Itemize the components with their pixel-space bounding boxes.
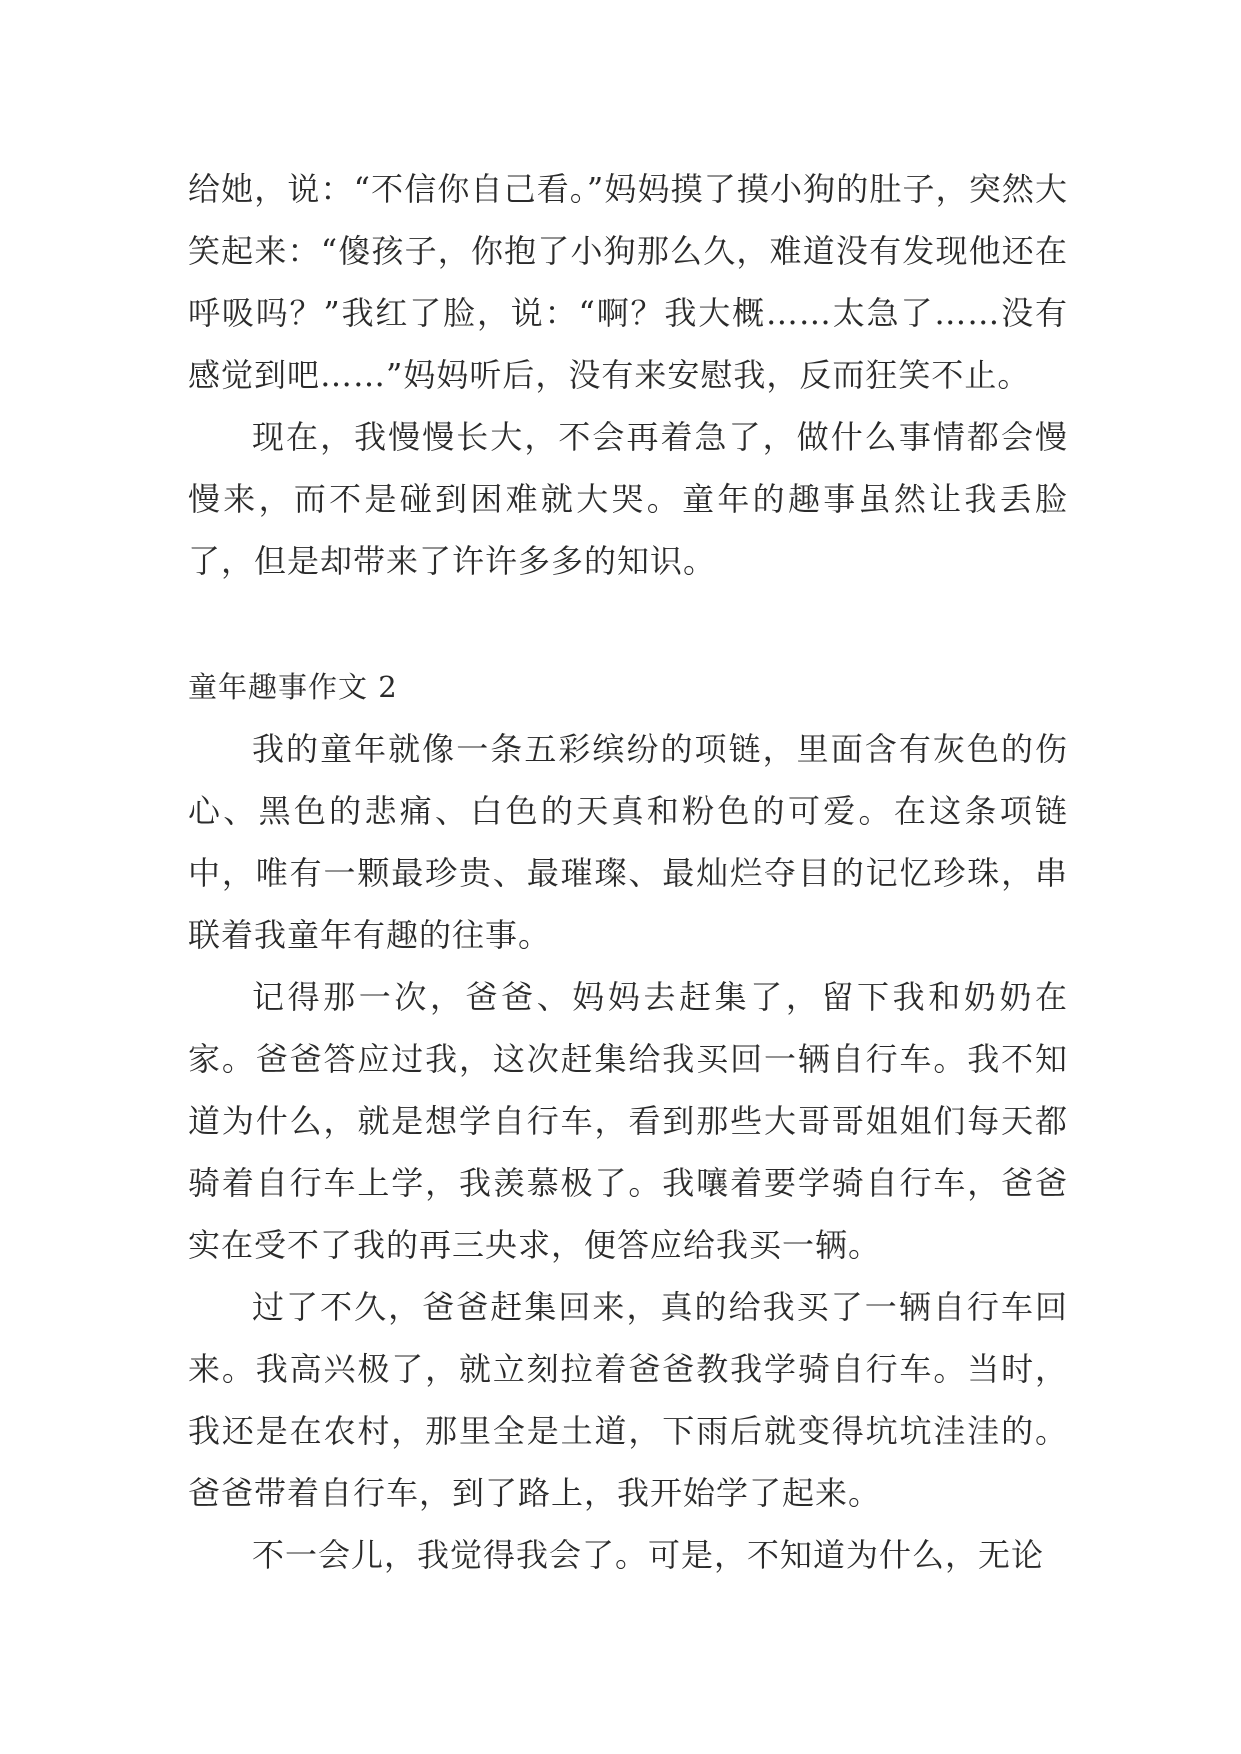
paragraph: 过了不久，爸爸赶集回来，真的给我买了一辆自行车回来。我高兴极了，就立刻拉着爸爸教我学骑自行车。当时，我还是在农村，那里全是土道，下雨后就变得坑坑洼洼的。爸爸带着自行车，到了路上，我开始学了起来。	[188, 1288, 1068, 1512]
paragraph-continued: 给她，说：“不信你自己看。”妈妈摸了摸小狗的肚子，突然大笑起来：“傻孩子，你抱了小狗那么久，难道没有发现他还在呼吸吗？”我红了脸，说：“啊？我大概……太急了……没有感觉到吧……”妈妈听后，没有来安慰我，反而狂笑不止。	[188, 170, 1068, 394]
document-body	[188, 158, 1068, 1586]
section-spacer	[188, 592, 1068, 656]
paragraph: 记得那一次，爸爸、妈妈去赶集了，留下我和奶奶在家。爸爸答应过我，这次赶集给我买回一辆自行车。我不知道为什么，就是想学自行车，看到那些大哥哥姐姐们每天都骑着自行车上学，我羡慕极了。我嚷着要学骑自行车，爸爸实在受不了我的再三央求，便答应给我买一辆。	[188, 978, 1068, 1264]
paragraph: 现在，我慢慢长大，不会再着急了，做什么事情都会慢慢来，而不是碰到困难就大哭。童年的趣事虽然让我丢脸了，但是却带来了许许多多的知识。	[188, 418, 1068, 580]
paragraph: 我的童年就像一条五彩缤纷的项链，里面含有灰色的伤心、黑色的悲痛、白色的天真和粉色的可爱。在这条项链中，唯有一颗最珍贵、最璀璨、最灿烂夺目的记忆珍珠，串联着我童年有趣的往事。	[188, 730, 1068, 954]
paragraph-truncated: 不一会儿，我觉得我会了。可是，不知道为什么，无论	[252, 1536, 1045, 1574]
section-heading: 童年趣事作文 2	[188, 670, 398, 704]
